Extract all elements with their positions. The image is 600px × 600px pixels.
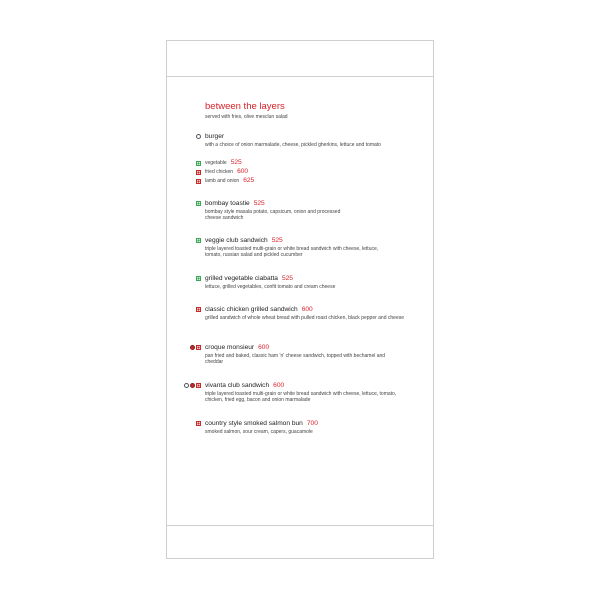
menu-item-country-style-smoked-salmon-bun bbox=[205, 420, 413, 435]
variant-fried-chicken bbox=[205, 169, 248, 175]
veg-mark-icon bbox=[196, 201, 201, 206]
item-price: 600 bbox=[258, 344, 270, 351]
variant-label: vegetable bbox=[205, 160, 227, 166]
variant-price: 525 bbox=[230, 159, 242, 166]
section-title: between the layers bbox=[205, 101, 285, 112]
item-name: bombay toastie bbox=[205, 200, 250, 207]
egg-icon bbox=[190, 383, 195, 388]
variant-lamb-and-onion bbox=[205, 178, 254, 184]
item-price: 600 bbox=[273, 382, 285, 389]
header-divider bbox=[167, 76, 433, 77]
non-veg-mark-icon bbox=[196, 383, 201, 388]
footer-divider bbox=[167, 525, 433, 526]
chef-special-icon bbox=[184, 383, 189, 388]
menu-item-bombay-toastie bbox=[205, 200, 413, 222]
item-price: 600 bbox=[301, 306, 313, 313]
menu-item-croque-monsieur bbox=[205, 344, 413, 366]
item-price: 525 bbox=[253, 200, 265, 207]
item-description: bombay style masala potato, capsicum, onion and processed cheese sandwich bbox=[205, 209, 341, 222]
menu-item-burger bbox=[205, 133, 413, 148]
item-name: veggie club sandwich bbox=[205, 237, 268, 244]
item-description: with a choice of onion marmalade, cheese, pickled gherkins, lettuce and tomato bbox=[205, 142, 381, 148]
item-name: croque monsieur bbox=[205, 344, 255, 351]
item-price: 525 bbox=[271, 237, 283, 244]
item-description: lettuce, grilled vegetables, confit tomato and cream cheese bbox=[205, 284, 336, 290]
item-name: grilled vegetable ciabatta bbox=[205, 275, 278, 282]
chef-special-icon bbox=[196, 134, 201, 139]
variant-label: fried chicken bbox=[205, 169, 234, 175]
veg-mark-icon bbox=[196, 238, 201, 243]
veg-mark-icon bbox=[196, 161, 201, 166]
non-veg-mark-icon bbox=[196, 421, 201, 426]
menu-page bbox=[166, 40, 434, 559]
variant-price: 600 bbox=[237, 168, 249, 175]
item-description: grilled sandwich of whole wheat bread with pulled roast chicken, black pepper and cheese bbox=[205, 315, 405, 321]
item-description: smoked salmon, sour cream, capers, guacamole bbox=[205, 429, 313, 435]
non-veg-mark-icon bbox=[196, 345, 201, 350]
section-subtitle: served with fries, olive mesclun salad bbox=[205, 114, 288, 120]
variant-vegetable bbox=[205, 160, 242, 166]
non-veg-mark-icon bbox=[196, 307, 201, 312]
menu-item-vivanta-club-sandwich bbox=[205, 382, 413, 404]
non-veg-mark-icon bbox=[196, 179, 201, 184]
veg-mark-icon bbox=[196, 276, 201, 281]
item-name: country style smoked salmon bun bbox=[205, 420, 303, 427]
item-name: burger bbox=[205, 133, 225, 140]
menu-item-veggie-club-sandwich bbox=[205, 237, 413, 259]
item-description: triple layered toasted multi-grain or white bread sandwich with cheese, lettuce, tomato, russian salad and pickled cucumber bbox=[205, 246, 379, 259]
variant-price: 625 bbox=[243, 177, 255, 184]
variant-label: lamb and onion bbox=[205, 178, 240, 184]
item-name: vivanta club sandwich bbox=[205, 382, 270, 389]
item-price: 525 bbox=[281, 275, 293, 282]
item-description: triple layered toasted multi-grain or white bread sandwich with cheese, lettuce, tomato, chicken, fried egg, bacon and onion marmalade bbox=[205, 391, 397, 404]
non-veg-mark-icon bbox=[196, 170, 201, 175]
item-description: pan fried and baked, classic ham 'n' cheese sandwich, topped with bechamel and cheddar bbox=[205, 353, 386, 366]
menu-item-classic-chicken-grilled-sandwich bbox=[205, 306, 413, 321]
menu-item-grilled-vegetable-ciabatta bbox=[205, 275, 413, 290]
item-name: classic chicken grilled sandwich bbox=[205, 306, 298, 313]
egg-icon bbox=[190, 345, 195, 350]
item-price: 700 bbox=[306, 420, 318, 427]
